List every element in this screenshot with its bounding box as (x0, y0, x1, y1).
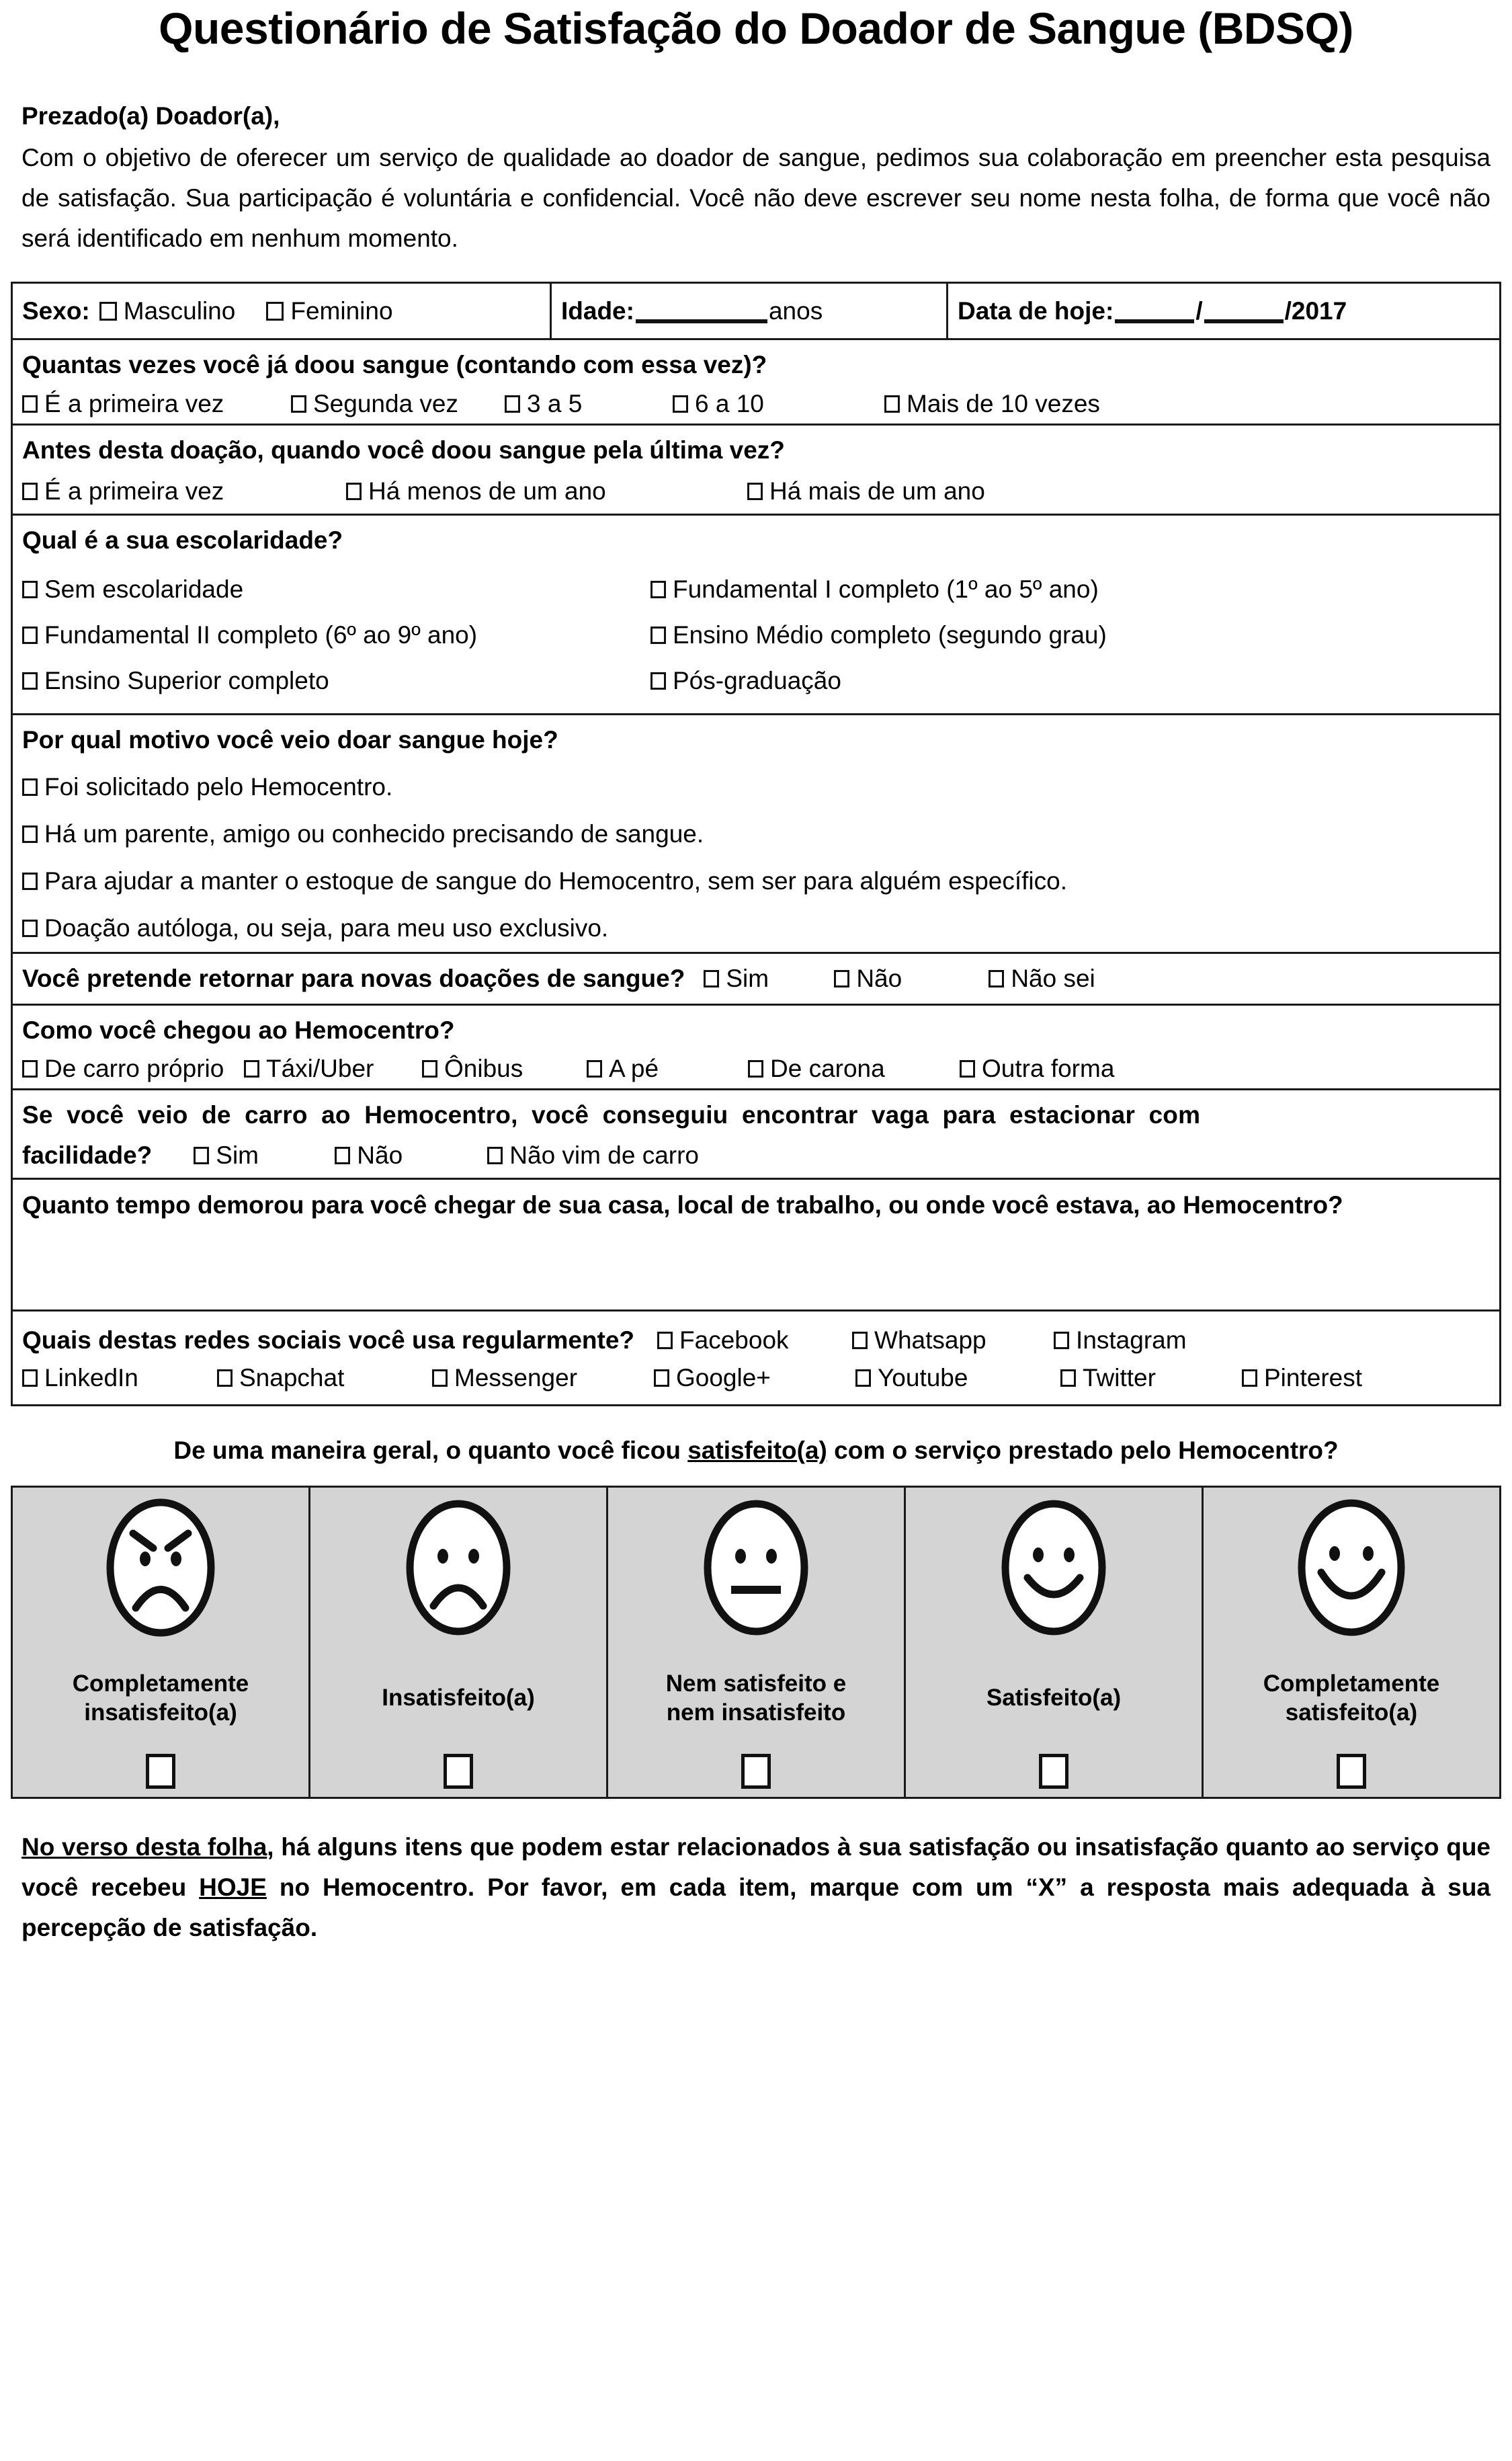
checkbox-icon[interactable] (22, 825, 38, 843)
checkbox-icon[interactable] (22, 873, 38, 890)
question-travel-time (13, 1180, 1499, 1312)
option-menos-de-um-ano[interactable] (346, 477, 747, 506)
sex-option-masculino[interactable] (99, 297, 236, 325)
scale-item-completamente-satisfeito[interactable] (1204, 1488, 1499, 1797)
option-label: Sim (726, 964, 769, 992)
option-onibus[interactable] (422, 1055, 587, 1083)
option-6-a-10[interactable] (673, 390, 884, 418)
footer-instructions (22, 1827, 1490, 1948)
option-a-pe[interactable] (587, 1055, 748, 1083)
scale-checkbox[interactable] (146, 1754, 175, 1789)
option-label: Whatsapp (874, 1326, 986, 1354)
option-facebook[interactable] (657, 1326, 852, 1355)
option-mais-de-10[interactable] (884, 390, 1100, 418)
question-text-line1: Se você veio de carro ao Hemocentro, você conseguiu encontrar vaga para estacionar com (22, 1101, 1201, 1129)
sex-option-feminino[interactable] (266, 297, 392, 325)
option-label: Há mais de um ano (769, 477, 985, 506)
scale-label-line2: insatisfeito(a) (84, 1699, 237, 1726)
checkbox-icon[interactable] (22, 1060, 38, 1078)
question-last-donation (13, 426, 1499, 516)
option-sim[interactable] (704, 965, 834, 993)
option-parente-amigo[interactable] (13, 811, 1499, 858)
option-ensino-superior[interactable] (22, 658, 650, 704)
option-label: Foi solicitado pelo Hemocentro. (44, 772, 393, 801)
option-label: Não sei (1011, 964, 1095, 992)
scale-label-line2: nem insatisfeito (666, 1699, 846, 1726)
option-label: É a primeira vez (44, 389, 224, 417)
option-solicitado-hemocentro[interactable] (13, 764, 1499, 811)
checkbox-icon[interactable] (22, 920, 38, 937)
checkbox-icon[interactable] (346, 483, 362, 500)
option-messenger[interactable] (432, 1364, 654, 1392)
satisfaction-question-post: com o serviço prestado pelo Hemocentro? (827, 1436, 1339, 1464)
checkbox-icon[interactable] (1054, 1332, 1069, 1349)
option-estoque-sangue[interactable] (13, 858, 1499, 905)
page-title: Questionário de Satisfação do Doador de Sangue (BDSQ) (159, 3, 1353, 53)
footer-text-1: , há alguns itens que podem estar relacionados à sua satisfação ou insatisfação quanto ao serviço que você recebeu (22, 1832, 1490, 1901)
age-label: Idade: (561, 296, 634, 325)
inline-question-row (13, 954, 1499, 1004)
question-social-networks (13, 1312, 1499, 1404)
scale-label (666, 1644, 846, 1754)
question-education (13, 516, 1499, 715)
scale-item-satisfeito[interactable] (906, 1488, 1204, 1797)
checkbox-icon[interactable] (650, 672, 666, 690)
option-label: Facebook (679, 1326, 789, 1354)
question-text-line2-and-options (13, 1135, 1499, 1178)
intro-block (22, 96, 1490, 259)
option-label: Para ajudar a manter o estoque de sangue do Hemocentro, sem ser para alguém específico. (44, 866, 1067, 895)
option-label: Instagram (1076, 1326, 1187, 1354)
option-label: Há menos de um ano (368, 477, 606, 506)
option-3-a-5[interactable] (505, 390, 673, 418)
option-label: Outra forma (982, 1055, 1115, 1083)
option-label: Snapchat (239, 1363, 345, 1391)
option-label: De carona (770, 1055, 885, 1083)
sex-cell (13, 284, 552, 338)
option-label: Pós-graduação (673, 666, 841, 694)
sex-option-label: Masculino (123, 296, 236, 325)
option-label: Sem escolaridade (44, 575, 244, 603)
option-doacao-autologa[interactable] (13, 905, 1499, 952)
question-return-intention (13, 954, 1499, 1006)
very-happy-face-icon (1292, 1497, 1411, 1638)
checkbox-icon[interactable] (505, 395, 520, 413)
checkbox-icon[interactable] (194, 1147, 209, 1164)
option-de-carona[interactable] (748, 1055, 960, 1083)
scale-label-line1: Nem satisfeito e (665, 1670, 847, 1697)
question-text: Por qual motivo você veio doar sangue hoje? (22, 725, 558, 754)
checkbox-icon[interactable] (99, 302, 117, 321)
option-label: Messenger (454, 1363, 578, 1391)
checkbox-icon[interactable] (650, 627, 666, 644)
checkbox-icon[interactable] (422, 1060, 437, 1078)
scale-checkbox[interactable] (1039, 1754, 1068, 1789)
checkbox-icon[interactable] (1060, 1369, 1076, 1387)
date-year-label: /2017 (1284, 296, 1347, 325)
checkbox-icon[interactable] (266, 302, 284, 321)
checkbox-icon[interactable] (22, 778, 38, 796)
option-youtube[interactable] (855, 1364, 1060, 1392)
questionnaire-page (0, 5, 1512, 2461)
option-label: Não (856, 964, 902, 992)
option-label: Fundamental I completo (1º ao 5º ano) (673, 575, 1099, 603)
checkbox-icon[interactable] (22, 395, 38, 413)
option-label: 6 a 10 (695, 389, 764, 417)
option-label: É a primeira vez (44, 477, 224, 506)
checkbox-icon[interactable] (650, 581, 666, 598)
education-options-grid (13, 564, 1499, 713)
checkbox-icon[interactable] (217, 1369, 233, 1387)
options-row (13, 1053, 1499, 1088)
option-label: Há um parente, amigo ou conhecido precisando de sangue. (44, 819, 704, 848)
scale-label-line2: satisfeito(a) (1285, 1699, 1418, 1726)
option-carro-proprio[interactable] (22, 1055, 244, 1083)
checkbox-icon[interactable] (291, 395, 306, 413)
checkbox-icon[interactable] (654, 1369, 669, 1387)
checkbox-icon[interactable] (852, 1332, 868, 1349)
satisfaction-question (20, 1433, 1492, 1468)
question-text: Quais destas redes sociais você usa regularmente? (22, 1326, 635, 1354)
option-instagram[interactable] (1054, 1326, 1187, 1355)
question-transport (13, 1006, 1499, 1091)
option-pinterest[interactable] (1242, 1364, 1362, 1392)
option-nao[interactable] (834, 965, 989, 993)
option-label: Ônibus (444, 1055, 523, 1083)
checkbox-icon[interactable] (989, 970, 1004, 987)
sex-option-label: Feminino (290, 296, 393, 325)
date-label: Data de hoje: (958, 296, 1114, 325)
checkbox-icon[interactable] (834, 970, 849, 987)
checkbox-icon[interactable] (22, 581, 38, 598)
question-text: Qual é a sua escolaridade? (22, 526, 343, 555)
satisfaction-question-underlined: satisfeito(a) (687, 1436, 827, 1464)
option-label: Ensino Superior completo (44, 666, 329, 694)
checkbox-icon[interactable] (22, 483, 38, 500)
option-label: A pé (609, 1055, 659, 1083)
option-sem-escolaridade[interactable] (22, 567, 650, 612)
neutral-face-icon (696, 1497, 816, 1638)
date-slash-1: / (1195, 296, 1203, 325)
scale-label (986, 1644, 1121, 1754)
checkbox-icon[interactable] (704, 970, 719, 987)
option-mais-de-um-ano[interactable] (747, 477, 985, 506)
scale-label-line1: Insatisfeito(a) (382, 1685, 535, 1711)
social-question-row (13, 1312, 1499, 1359)
option-pos-graduacao[interactable] (650, 658, 1490, 704)
form-table (11, 282, 1501, 1406)
option-google-plus[interactable] (654, 1364, 855, 1392)
option-segunda-vez[interactable] (291, 390, 505, 418)
checkbox-icon[interactable] (748, 1060, 763, 1078)
footer-text-2: no Hemocentro. Por favor, em cada item, marque com um “X” a resposta mais adequada à sua percepção de satisfação. (22, 1873, 1490, 1941)
question-text-line2: facilidade? (22, 1141, 153, 1169)
checkbox-icon[interactable] (487, 1147, 503, 1164)
scale-label-line1: Satisfeito(a) (986, 1685, 1122, 1711)
option-twitter[interactable] (1060, 1364, 1242, 1392)
scale-label-line1: Completamente (72, 1670, 249, 1697)
checkbox-icon[interactable] (855, 1369, 871, 1387)
option-ensino-medio[interactable] (650, 612, 1490, 658)
option-whatsapp[interactable] (852, 1326, 1054, 1355)
options-row (13, 473, 1499, 514)
option-label: Táxi/Uber (266, 1055, 374, 1083)
scale-checkbox[interactable] (444, 1754, 473, 1789)
satisfaction-scale (11, 1486, 1501, 1799)
option-fundamental-i[interactable] (650, 567, 1490, 612)
sad-face-icon (398, 1497, 518, 1638)
question-motive (13, 715, 1499, 954)
sex-label: Sexo: (22, 296, 90, 325)
checkbox-icon[interactable] (244, 1060, 259, 1078)
angry-face-icon (101, 1497, 220, 1638)
option-label: LinkedIn (44, 1363, 138, 1391)
option-sim[interactable] (194, 1141, 335, 1170)
option-nao-vim-de-carro[interactable] (487, 1141, 699, 1170)
option-nao[interactable] (335, 1141, 487, 1170)
option-primeira-vez[interactable] (22, 390, 291, 418)
age-unit-label: anos (768, 296, 823, 325)
scale-item-insatisfeito[interactable] (310, 1488, 608, 1797)
social-options-row2 (13, 1359, 1499, 1404)
option-nao-sei[interactable] (989, 965, 1095, 993)
checkbox-icon[interactable] (22, 672, 38, 690)
age-input[interactable] (636, 299, 767, 323)
intro-salutation: Prezado(a) Doador(a), (22, 102, 280, 130)
checkbox-icon[interactable] (673, 395, 688, 413)
option-label: Sim (216, 1141, 259, 1169)
option-fundamental-ii[interactable] (22, 612, 650, 658)
date-day-input[interactable] (1115, 299, 1194, 323)
scale-item-nem-satisfeito-nem-insatisfeito[interactable] (608, 1488, 906, 1797)
option-taxi-uber[interactable] (244, 1055, 422, 1083)
scale-label (73, 1644, 249, 1754)
option-label: Google+ (676, 1363, 771, 1391)
option-label: Ensino Médio completo (segundo grau) (673, 620, 1107, 649)
option-label: Mais de 10 vezes (907, 389, 1100, 417)
happy-face-icon (994, 1497, 1114, 1638)
checkbox-icon[interactable] (747, 483, 763, 500)
option-outra-forma[interactable] (960, 1055, 1114, 1083)
checkbox-icon[interactable] (1242, 1369, 1257, 1387)
question-parking (13, 1090, 1499, 1180)
checkbox-icon[interactable] (22, 1369, 38, 1387)
checkbox-icon[interactable] (22, 627, 38, 644)
scale-item-completamente-insatisfeito[interactable] (13, 1488, 310, 1797)
age-cell (552, 284, 948, 338)
question-text: Você pretende retornar para novas doações de sangue? (22, 964, 685, 992)
checkbox-icon[interactable] (960, 1060, 975, 1078)
option-label: Twitter (1083, 1363, 1156, 1391)
date-cell (948, 284, 1499, 338)
option-label: 3 a 5 (527, 389, 583, 417)
scale-label-line1: Completamente (1263, 1670, 1440, 1697)
question-text: Antes desta doação, quando você doou sangue pela última vez? (22, 436, 785, 464)
option-label: Youtube (878, 1363, 968, 1391)
scale-checkbox[interactable] (1337, 1754, 1366, 1789)
scale-label (1263, 1644, 1440, 1754)
checkbox-icon[interactable] (587, 1060, 602, 1078)
option-linkedin[interactable] (22, 1364, 217, 1392)
checkbox-icon[interactable] (335, 1147, 350, 1164)
checkbox-icon[interactable] (884, 395, 900, 413)
scale-label (382, 1644, 535, 1754)
option-primeira-vez[interactable] (22, 477, 346, 506)
checkbox-icon[interactable] (432, 1369, 448, 1387)
option-label: Fundamental II completo (6º ao 9º ano) (44, 620, 478, 649)
option-label: Segunda vez (313, 389, 459, 417)
footer-underlined-2: HOJE (199, 1873, 267, 1901)
question-text: Quantas vezes você já doou sangue (contando com essa vez)? (22, 351, 767, 379)
option-label: De carro próprio (44, 1055, 224, 1083)
option-label: Não (357, 1141, 403, 1169)
identity-row (13, 284, 1499, 340)
question-times-donated (13, 340, 1499, 426)
question-text: Quanto tempo demorou para você chegar de sua casa, local de trabalho, ou onde você estava, ao Hemocentro? (22, 1191, 1343, 1219)
checkbox-icon[interactable] (657, 1332, 673, 1349)
footer-underlined-1: No verso desta folha (22, 1832, 267, 1861)
option-label: Não vim de carro (509, 1141, 699, 1169)
intro-body: Com o objetivo de oferecer um serviço de qualidade ao doador de sangue, pedimos sua colaboração em preencher esta pesquisa de satisfação. Sua participação é voluntária e confidencial. Você não deve escrever seu nome nesta folha, de forma que você não será identificado em nenhum momento. (22, 144, 1490, 253)
satisfaction-question-pre: De uma maneira geral, o quanto você ficou (173, 1436, 688, 1464)
option-snapchat[interactable] (217, 1364, 432, 1392)
option-label: Pinterest (1264, 1363, 1363, 1391)
option-label: Doação autóloga, ou seja, para meu uso exclusivo. (44, 914, 609, 942)
scale-checkbox[interactable] (741, 1754, 771, 1789)
options-row (13, 389, 1499, 423)
question-text: Como você chegou ao Hemocentro? (22, 1016, 455, 1044)
date-month-input[interactable] (1204, 299, 1284, 323)
